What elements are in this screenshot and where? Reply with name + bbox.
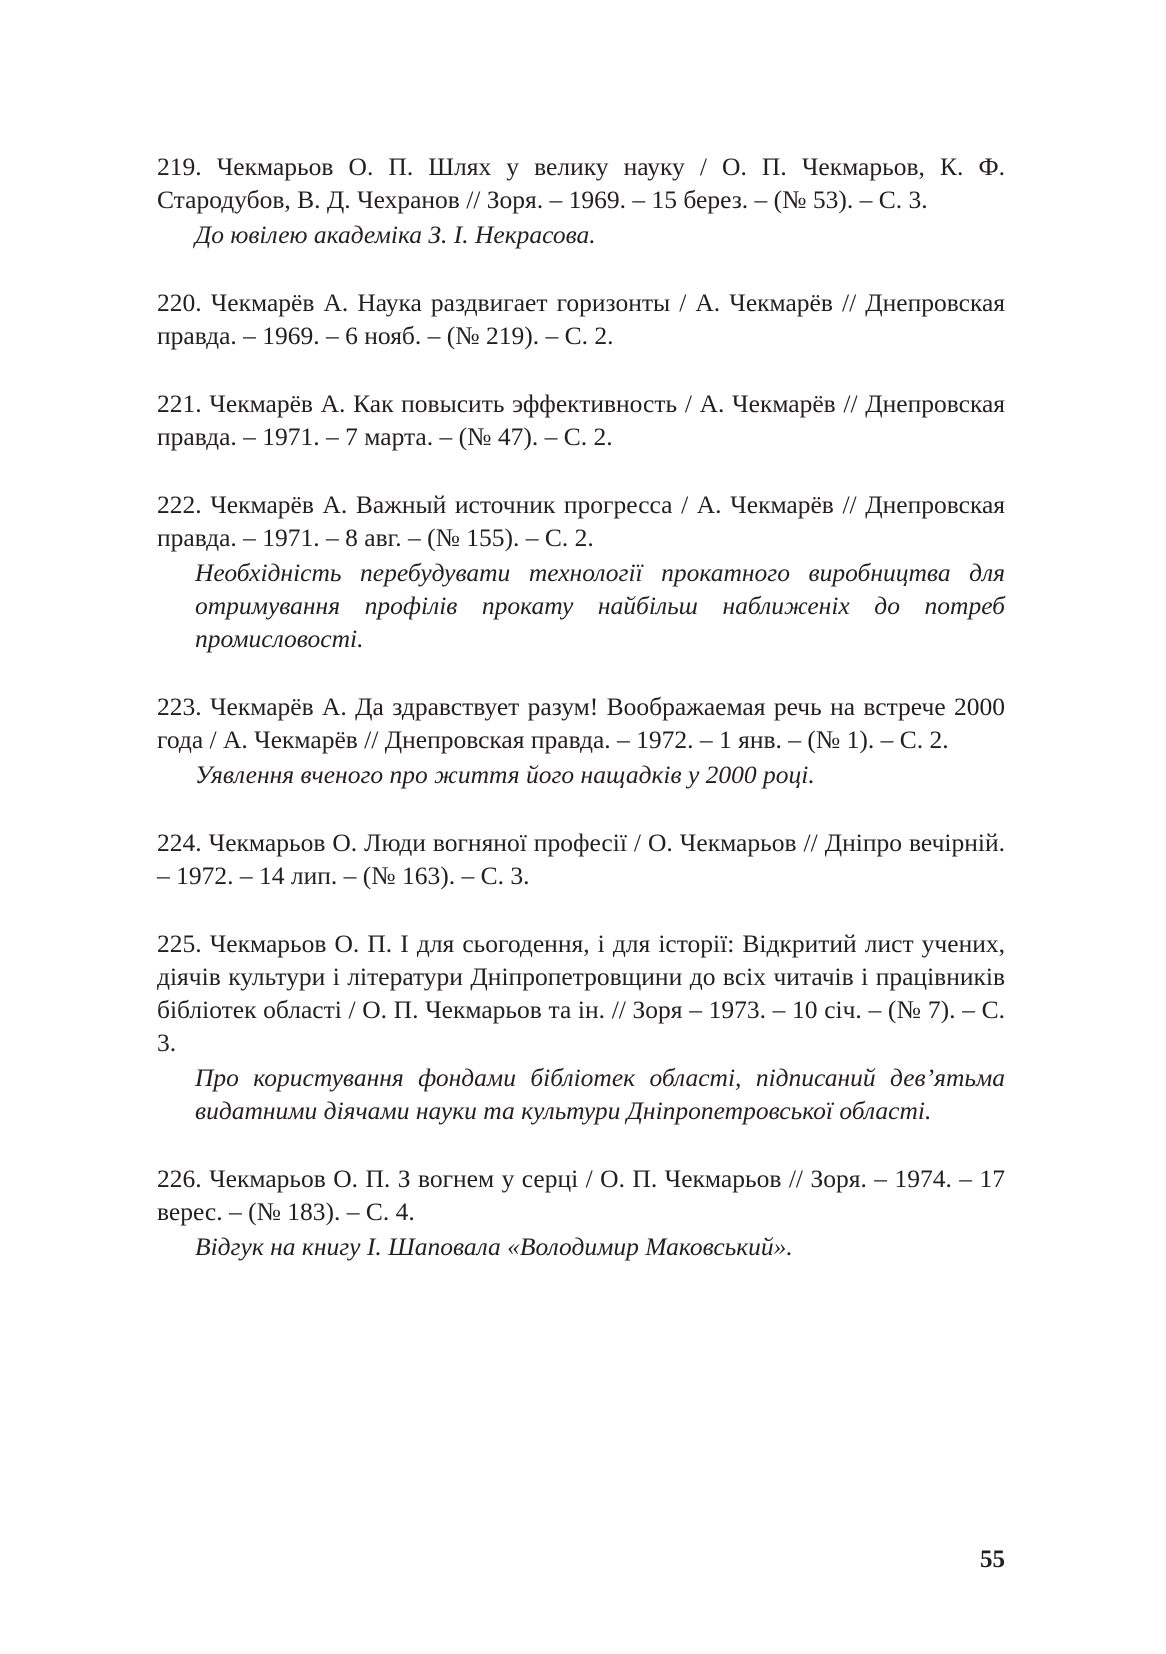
bibliography-entry bbox=[157, 387, 1005, 453]
bibliography-entry bbox=[157, 286, 1005, 352]
bibliography-entry bbox=[157, 690, 1005, 791]
entry-annotation: Відгук на книгу І. Шаповала «Володимир Маковський». bbox=[195, 1232, 793, 1261]
entry-annotation: Про користування фондами бібліотек області, підписаний дев’ятьма видатними діячами науки та культури Дніпропетровської області. bbox=[195, 1063, 1005, 1125]
entry-annotation: Необхідність перебудувати технології прокатного виробництва для отримування профілів прокату найбільш наближеніх до потреб промисловості. bbox=[195, 558, 1005, 653]
entry-citation: 222. Чекмарёв А. Важный источник прогресса / А. Чекмарёв // Днепровская правда. – 1971. – 8 авг. – (№ 155). – С. 2. bbox=[157, 490, 1005, 552]
bibliography-entry bbox=[157, 826, 1005, 892]
entry-annotation: Уявлення вченого про життя його нащадків у 2000 році. bbox=[195, 760, 815, 789]
bibliography-entry bbox=[157, 488, 1005, 655]
entry-citation: 223. Чекмарёв А. Да здравствует разум! Воображаемая речь на встрече 2000 года / А. Чекмарёв // Днепровская правда. – 1972. – 1 янв. – (№ 1). – С. 2. bbox=[157, 692, 1005, 754]
entry-citation: 220. Чекмарёв А. Наука раздвигает горизонты / А. Чекмарёв // Днепровская правда. – 1969. – 6 нояб. – (№ 219). – С. 2. bbox=[157, 288, 1005, 350]
bibliography-list bbox=[157, 150, 1005, 1298]
bibliography-entry bbox=[157, 150, 1005, 251]
entry-citation: 226. Чекмарьов О. П. З вогнем у серці / О. П. Чекмарьов // Зоря. – 1974. – 17 верес. – (№ 183). – С. 4. bbox=[157, 1164, 1005, 1226]
page-number: 55 bbox=[980, 1546, 1005, 1573]
entry-citation: 225. Чекмарьов О. П. І для сьогодення, і для історії: Відкритий лист учених, діячів культури і літератури Дніпропетровщини до всіх читачів і працівників бібліотек області / О. П. Чекмарьов та ін. // Зоря – 1973. – 10 січ. – (№ 7). – С. 3. bbox=[157, 929, 1005, 1057]
entry-citation: 219. Чекмарьов О. П. Шлях у велику науку / О. П. Чекмарьов, К. Ф. Стародубов, В. Д. Чехранов // Зоря. – 1969. – 15 берез. – (№ 53). – С. 3. bbox=[157, 152, 1005, 214]
entry-citation: 221. Чекмарёв А. Как повысить эффективность / А. Чекмарёв // Днепровская правда. – 1971. – 7 марта. – (№ 47). – С. 2. bbox=[157, 389, 1005, 451]
bibliography-entry bbox=[157, 1162, 1005, 1263]
entry-annotation: До ювілею академіка З. І. Некрасова. bbox=[195, 220, 596, 249]
entry-citation: 224. Чекмарьов О. Люди вогняної професії / О. Чекмарьов // Дніпро вечірній. – 1972. – 14 лип. – (№ 163). – С. 3. bbox=[157, 828, 1005, 890]
bibliography-entry bbox=[157, 927, 1005, 1127]
